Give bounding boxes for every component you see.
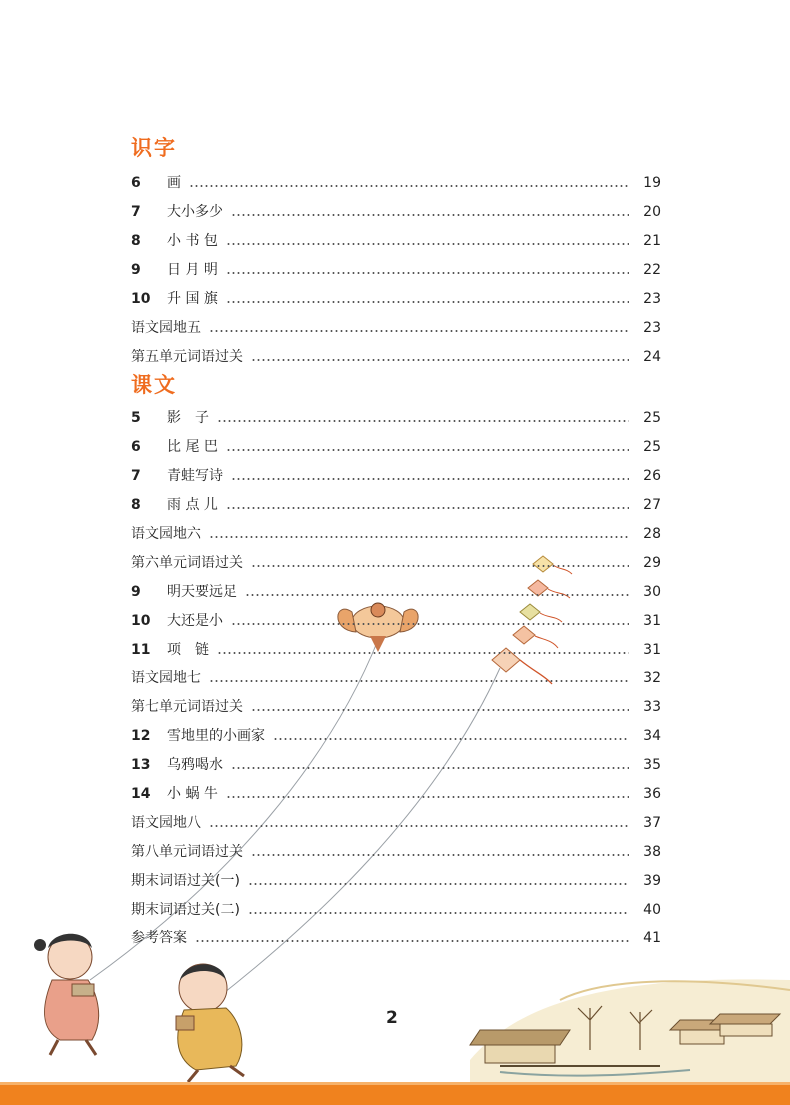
toc-entry[interactable] bbox=[131, 780, 661, 809]
toc-dot-leader bbox=[189, 185, 629, 187]
toc-entry[interactable] bbox=[131, 577, 661, 606]
toc-entry-title: 小 书 包 bbox=[167, 233, 218, 250]
toc-dot-leader bbox=[231, 214, 629, 216]
toc-dot-leader bbox=[251, 854, 629, 856]
toc-dot-leader bbox=[273, 738, 629, 740]
toc-entry-title: 青蛙写诗 bbox=[167, 468, 223, 485]
toc-entry-title: 语文园地五 bbox=[131, 319, 201, 336]
toc-entry-title: 第五单元词语过关 bbox=[131, 348, 243, 365]
toc-entry-page: 28 bbox=[643, 526, 661, 542]
toc-entry-title: 第七单元词语过关 bbox=[131, 699, 243, 716]
toc-entry-number: 10 bbox=[131, 612, 151, 629]
page-number: 2 bbox=[386, 1008, 398, 1028]
toc-entry-number: 11 bbox=[131, 641, 151, 658]
toc-entry[interactable] bbox=[131, 462, 661, 491]
toc-dot-leader bbox=[226, 272, 629, 274]
toc-entry[interactable] bbox=[131, 751, 661, 780]
toc-entry-title: 第八单元词语过关 bbox=[131, 843, 243, 860]
toc-entry-number: 6 bbox=[131, 439, 141, 456]
section-title-literacy: 识字 bbox=[131, 136, 177, 160]
village-landscape-icon bbox=[470, 979, 790, 1082]
toc-entry-page: 36 bbox=[643, 786, 661, 803]
toc-entry-title: 画 bbox=[167, 175, 181, 192]
toc-entry-number: 12 bbox=[131, 728, 151, 745]
toc-entry-page: 39 bbox=[643, 872, 661, 889]
toc-entry-title: 参考答案 bbox=[131, 930, 187, 947]
toc-dot-leader bbox=[226, 301, 629, 303]
toc-entry[interactable] bbox=[131, 664, 661, 693]
toc-entry[interactable] bbox=[131, 693, 661, 722]
toc-entry-number: 8 bbox=[131, 497, 141, 514]
toc-entry[interactable] bbox=[131, 433, 661, 462]
toc-dot-leader bbox=[248, 883, 629, 885]
toc-entry[interactable] bbox=[131, 924, 661, 953]
toc-dot-leader bbox=[231, 623, 629, 625]
toc-entry-page: 38 bbox=[643, 843, 661, 860]
toc-entry-page: 40 bbox=[643, 901, 661, 918]
toc-dot-leader bbox=[245, 594, 629, 596]
toc-entry-number: 13 bbox=[131, 757, 151, 774]
toc-dot-leader bbox=[209, 536, 629, 538]
bottom-bar-highlight bbox=[0, 1082, 790, 1085]
toc-dot-leader bbox=[195, 940, 629, 942]
toc-entry-number: 10 bbox=[131, 291, 151, 307]
toc-entry[interactable] bbox=[131, 285, 661, 314]
toc-entry[interactable] bbox=[131, 722, 661, 751]
toc-entry-page: 31 bbox=[643, 641, 661, 658]
toc-entry[interactable] bbox=[131, 837, 661, 866]
toc-dot-leader bbox=[251, 565, 629, 567]
toc-entry-page: 20 bbox=[643, 204, 661, 221]
toc-entry-page: 25 bbox=[643, 439, 661, 456]
toc-entry[interactable] bbox=[131, 491, 661, 520]
toc-dot-leader bbox=[209, 825, 629, 827]
toc-entry-title: 语文园地七 bbox=[131, 670, 201, 687]
toc-entry-page: 41 bbox=[643, 930, 661, 947]
toc-dot-leader bbox=[251, 359, 629, 361]
toc-entry-page: 31 bbox=[643, 612, 661, 629]
toc-entry-number: 14 bbox=[131, 786, 151, 803]
toc-dot-leader bbox=[226, 796, 629, 798]
toc-entry[interactable] bbox=[131, 198, 661, 227]
toc-entry-title: 雪地里的小画家 bbox=[167, 728, 265, 745]
toc-entry-title: 第六单元词语过关 bbox=[131, 554, 243, 571]
toc-dot-leader bbox=[248, 912, 629, 914]
bottom-bar bbox=[0, 1082, 790, 1105]
toc-entry-title: 明天要远足 bbox=[167, 583, 237, 600]
child-flying-kite-icon bbox=[34, 934, 99, 1055]
toc-entry-page: 29 bbox=[643, 554, 661, 571]
toc-dot-leader bbox=[217, 420, 629, 422]
toc-entry-page: 19 bbox=[643, 175, 661, 192]
toc-entry-title: 乌鸦喝水 bbox=[167, 757, 223, 774]
toc-entry-page: 26 bbox=[643, 468, 661, 485]
toc-entry[interactable] bbox=[131, 313, 661, 342]
toc-entry[interactable] bbox=[131, 548, 661, 577]
toc-list-texts bbox=[131, 404, 661, 953]
toc-entry-number: 9 bbox=[131, 262, 141, 279]
toc-entry-title: 语文园地六 bbox=[131, 526, 201, 542]
toc-entry[interactable] bbox=[131, 635, 661, 664]
toc-entry-page: 23 bbox=[643, 291, 661, 307]
toc-entry-number: 5 bbox=[131, 410, 141, 427]
toc-entry[interactable] bbox=[131, 404, 661, 433]
toc-dot-leader bbox=[217, 652, 629, 654]
toc-entry-title: 升 国 旗 bbox=[167, 291, 218, 307]
toc-entry-title: 项 链 bbox=[167, 641, 209, 658]
toc-entry-page: 25 bbox=[643, 410, 661, 427]
toc-entry-page: 23 bbox=[643, 319, 661, 336]
toc-entry[interactable] bbox=[131, 342, 661, 371]
toc-list-literacy bbox=[131, 169, 661, 371]
toc-dot-leader bbox=[231, 478, 629, 480]
toc-entry-page: 30 bbox=[643, 583, 661, 600]
toc-entry-title: 日 月 明 bbox=[167, 262, 218, 279]
toc-entry[interactable] bbox=[131, 256, 661, 285]
toc-entry-title: 语文园地八 bbox=[131, 814, 201, 831]
toc-entry-title: 比 尾 巴 bbox=[167, 439, 218, 456]
section-title-texts: 课文 bbox=[131, 373, 177, 397]
toc-entry-number: 9 bbox=[131, 583, 141, 600]
toc-entry-number: 7 bbox=[131, 204, 141, 221]
toc-entry-title: 影 子 bbox=[167, 410, 209, 427]
toc-entry[interactable] bbox=[131, 227, 661, 256]
toc-dot-leader bbox=[251, 709, 629, 711]
toc-entry-page: 24 bbox=[643, 348, 661, 365]
toc-dot-leader bbox=[226, 449, 629, 451]
toc-entry-number: 6 bbox=[131, 175, 141, 192]
toc-entry-title: 雨 点 儿 bbox=[167, 497, 218, 514]
toc-entry-page: 35 bbox=[643, 757, 661, 774]
toc-entry-page: 34 bbox=[643, 728, 661, 745]
toc-entry-page: 33 bbox=[643, 699, 661, 716]
toc-entry-title: 期末词语过关(一) bbox=[131, 872, 240, 889]
toc-entry[interactable] bbox=[131, 606, 661, 635]
toc-entry-title: 期末词语过关(二) bbox=[131, 901, 240, 918]
toc-entry-page: 37 bbox=[643, 814, 661, 831]
toc-entry[interactable] bbox=[131, 169, 661, 198]
toc-entry[interactable] bbox=[131, 520, 661, 549]
toc-dot-leader bbox=[231, 767, 629, 769]
toc-dot-leader bbox=[226, 243, 629, 245]
child-running-icon bbox=[176, 964, 244, 1082]
toc-entry-title: 大小多少 bbox=[167, 204, 223, 221]
toc-entry-page: 27 bbox=[643, 497, 661, 514]
toc-entry-number: 8 bbox=[131, 233, 141, 250]
toc-dot-leader bbox=[226, 507, 629, 509]
toc-entry-number: 7 bbox=[131, 468, 141, 485]
toc-entry-page: 32 bbox=[643, 670, 661, 687]
toc-dot-leader bbox=[209, 680, 629, 682]
toc-entry-page: 21 bbox=[643, 233, 661, 250]
toc-entry[interactable] bbox=[131, 866, 661, 895]
toc-entry-title: 大还是小 bbox=[167, 612, 223, 629]
toc-dot-leader bbox=[209, 330, 629, 332]
toc-entry-page: 22 bbox=[643, 262, 661, 279]
toc-entry[interactable] bbox=[131, 895, 661, 924]
toc-entry[interactable] bbox=[131, 808, 661, 837]
toc-entry-title: 小 蜗 牛 bbox=[167, 786, 218, 803]
